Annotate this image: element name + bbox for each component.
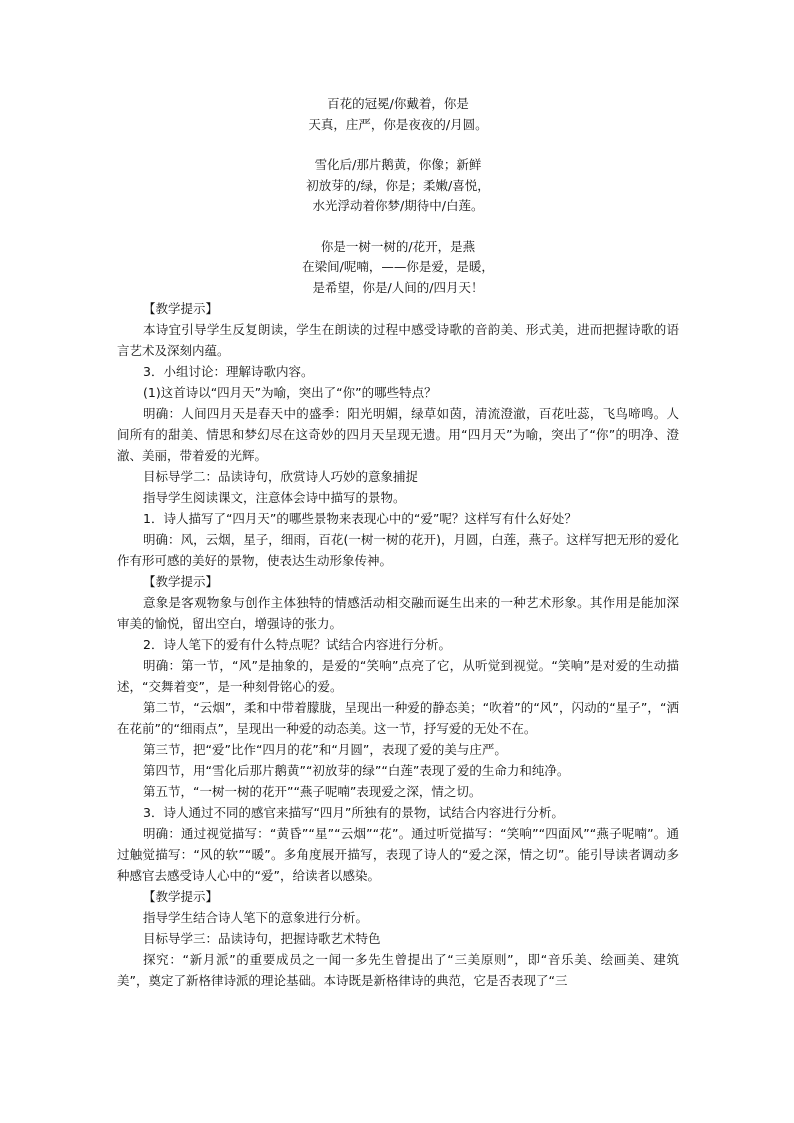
question: (1)这首诗以“四月天”为喻，突出了“你”的哪些特点？: [143, 385, 437, 400]
teaching-tip-heading: 【教学提示】: [143, 889, 219, 904]
poem-stanza: [117, 237, 679, 299]
teaching-tip-heading: 【教学提示】: [143, 574, 219, 589]
paragraph: 探究：“新月派”的重要成员之一闻一多先生曾提出了“三美原则”，即“音乐美、绘画美、建筑美”，奠定了新格律诗派的理论基础。本诗既是新格律诗的典范，它是否表现了“三: [117, 952, 679, 988]
poem-line: 你是一树一树的/花开，是燕: [320, 238, 476, 254]
step-heading: 3．小组讨论：理解诗歌内容。: [143, 364, 314, 379]
poem-line: 水光浮动着你梦/期待中/白莲。: [312, 198, 484, 213]
answer: 明确：第一节，“风”是抽象的，是爱的“笑响”点亮了它，从听觉到视觉。“笑响”是对爱的生动描述，“交舞着变”，是一种刻骨铭心的爱。: [117, 658, 679, 694]
paragraph: 指导学生结合诗人笔下的意象进行分析。: [143, 910, 369, 925]
answer: 第五节，“一树一树的花开”“燕子呢喃”表现爱之深，情之切。: [143, 784, 482, 799]
question: 3．诗人通过不同的感官来描写“四月”所独有的景物，试结合内容进行分析。: [143, 805, 564, 820]
poem-line: 初放芽的/绿，你是；柔嫩/喜悦，: [306, 177, 490, 193]
poem-line: 是希望，你是/人间的/四月天！: [312, 279, 484, 295]
lesson-body: [117, 298, 679, 991]
poem-line: 雪化后/那片鹅黄，你像；新鲜: [314, 157, 482, 172]
poem-stanza: [117, 94, 679, 135]
answer: 第四节，用“雪化后那片鹅黄”“初放芽的绿”“白莲”表现了爱的生命力和纯净。: [143, 763, 570, 778]
poem-stanza: [117, 155, 679, 217]
question: 2．诗人笔下的爱有什么特点呢？试结合内容进行分析。: [143, 637, 451, 652]
answer: 明确：人间四月天是春天中的盛季：阳光明媚，绿草如茵，清流澄澈，百花吐蕊，飞鸟啼鸣。人间所有的甜美、情思和梦幻尽在这奇妙的四月天呈现无遗。用“四月天”为喻，突出了“你”的明净、澄澈、美丽，带着爱的光辉。: [117, 406, 679, 463]
paragraph: 本诗宜引导学生反复朗读，学生在朗读的过程中感受诗歌的音韵美、形式美，进而把握诗歌的语言艺术及深刻内蕴。: [117, 322, 679, 358]
answer: 第二节，“云烟”，柔和中带着朦胧，呈现出一种爱的静态美；“吹着”的“风”，闪动的“星子”，“洒在花前”的“细雨点”，呈现出一种爱的动态美。这一节，抒写爱的无处不在。: [117, 700, 679, 736]
answer: 明确：通过视觉描写：“黄昏”“星”“云烟”“花”。通过听觉描写：“笑响”“四面风”“燕子呢喃”。通过触觉描写：“风的软”“暖”。多角度展开描写，表现了诗人的“爱之深，情之切”。能引导读者调动多种感官去感受诗人心中的“爱”，给读者以感染。: [117, 826, 679, 883]
teaching-tip-heading: 【教学提示】: [143, 301, 219, 316]
goal-heading: 目标导学三：品读诗句，把握诗歌艺术特色: [143, 931, 381, 946]
paragraph: 指导学生阅读课文，注意体会诗中描写的景物。: [143, 490, 406, 505]
answer: 明确：风，云烟，星子，细雨，百花(一树一树的花开)，月圆，白莲，燕子。这样写把无形的爱化作有形可感的美好的景物，使表达生动形象传神。: [117, 532, 679, 568]
poem-line: 百花的冠冕/你戴着，你是: [327, 96, 469, 111]
paragraph: 意象是客观物象与创作主体独特的情感活动相交融而诞生出来的一种艺术形象。其作用是能加深审美的愉悦，留出空白，增强诗的张力。: [117, 595, 679, 631]
question: 1．诗人描写了“四月天”的哪些景物来表现心中的“爱”呢？这样写有什么好处？: [143, 511, 577, 526]
document-page: [117, 94, 679, 991]
poem-line: 天真，庄严，你是夜夜的/月圆。: [308, 116, 488, 132]
answer: 第三节，把“爱”比作“四月的花”和“月圆”，表现了爱的美与庄严。: [143, 742, 507, 757]
poem-line: 在梁间/呢喃，——你是爱，是暖，: [302, 259, 494, 274]
poem: [117, 94, 679, 298]
goal-heading: 目标导学二：品读诗句，欣赏诗人巧妙的意象捕捉: [143, 469, 419, 484]
